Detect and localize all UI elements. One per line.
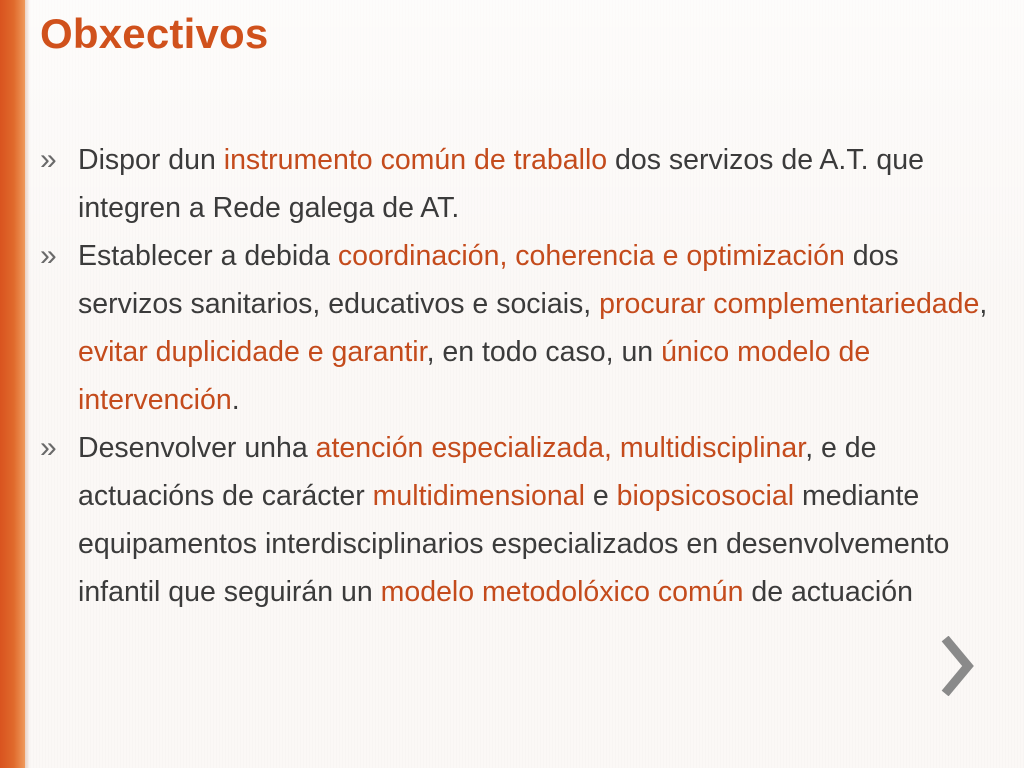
accent-strip — [0, 0, 25, 768]
bullet-text-segment: , — [979, 288, 988, 320]
bullet-highlight-segment: coordinación, coherencia e optimización — [337, 240, 845, 272]
bullet-highlight-segment: multidimensional — [372, 480, 585, 512]
bullet-highlight-segment: biopsicosocial — [616, 480, 795, 512]
bullet-list — [40, 136, 1010, 616]
bullet-highlight-segment: modelo metodolóxico común — [380, 576, 744, 608]
slide-title: Obxectivos — [40, 10, 269, 57]
bullet-text-segment: dos servizos sanitarios, educativos e sociais, — [78, 240, 899, 320]
bullet-text-segment: Dispor dun — [78, 144, 224, 176]
bullet-text-segment: mediante equipamentos interdisciplinarios especializados en desenvolvemento infantil que seguirán un — [78, 480, 950, 608]
bullet-highlight-segment: procurar complementariedade — [599, 288, 980, 320]
bullet-text-segment: , en todo caso, un — [426, 336, 662, 368]
bullet-text-segment: dos servizos de A.T. que integren a Rede galega de AT. — [78, 144, 924, 224]
bullet-item — [40, 424, 1010, 616]
bullet-highlight-segment: instrumento común de traballo — [223, 144, 608, 176]
bullet-text-segment: e — [584, 480, 617, 512]
bullet-highlight-segment: evitar duplicidade e garantir — [78, 336, 427, 368]
bullet-highlight-segment: atención especializada, multidisciplinar — [315, 432, 806, 464]
bullet-text-segment: . — [231, 384, 240, 416]
bullet-text-segment: , e de actuacións de carácter — [78, 432, 877, 512]
bullet-text-segment: Desenvolver unha — [78, 432, 316, 464]
bullet-highlight-segment: único modelo de intervención — [78, 336, 871, 416]
bullet-marker: » — [40, 239, 57, 272]
bullet-text-segment: de actuación — [743, 576, 913, 608]
bullet-text-segment: Establecer a debida — [78, 240, 338, 272]
bullet-marker: » — [40, 143, 57, 176]
bullet-item — [40, 136, 1010, 232]
bullet-item — [40, 232, 1010, 424]
bullet-marker: » — [40, 431, 57, 464]
chevron-right-icon[interactable] — [938, 636, 978, 696]
